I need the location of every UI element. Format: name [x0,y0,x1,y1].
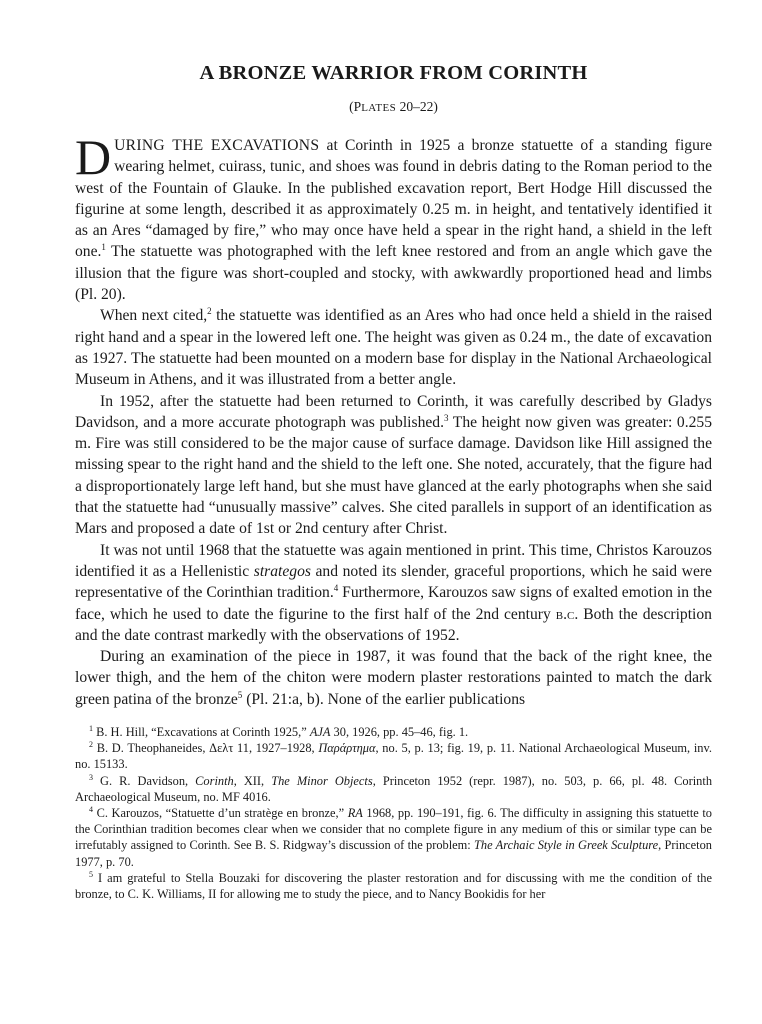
paragraph-text: The height now given was greater: 0.255 m. Fire was still considered to be the major cause of surface damage. Davidson like Hill assigned the missing spear to the right hand and the shield to the left one. She noted, accurately, that the figure had a disproportionately large left hand, but she must have glanced at the early photographs when she said that the statuette had “unusually massive” calves. She cited parallels in support of an identification as Mars and proposed a date of 1st or 2nd century after Christ. [75,413,712,538]
footnote-1 [75,724,712,740]
book-title: Corinth [195,773,234,788]
paragraph-1 [75,129,712,305]
footnote-ref-5[interactable]: 5 [237,689,243,700]
paragraph-text: The statuette was photographed with the left knee restored and from an angle which gave the illusion that the figure was short-coupled and stocky, with awkwardly proportioned head and limbs (Pl. 20). [75,243,712,304]
paragraph-5 [75,646,712,710]
paragraph-text: at Corinth in 1925 a bronze statuette of a standing figure wearing helmet, cuirass, tunic, and shoes was found in debris dating to the Roman period to the west of the Fountain of Glauke. In the published excavation report, Bert Hodge Hill discussed the figurine at some length, described it as approximately 0.25 m. in height, and tentatively identified it as an Ares “damaged by fire,” who may once have held a spear in the right hand, a shield in the left one. [75,137,712,261]
greek-supplement: Παράρτημα [318,741,376,756]
paragraph-2 [75,305,712,390]
article-body [75,129,712,710]
footnote-5 [75,870,712,902]
italic-term: strategos [253,562,311,580]
plates-rest: 20–22) [396,99,438,114]
footnote-ref-2[interactable]: 2 [207,306,212,317]
paragraph-text: Furthermore, Karouzos saw signs of exalted emotion in the face, which he used to date the figurine to the first half of the 2nd century [75,584,712,623]
footnote-4 [75,805,712,870]
footnote-number: 4 [89,805,93,815]
footnote-number: 3 [89,772,93,782]
footnotes [75,724,712,902]
footnote-text: , XII, [233,773,272,788]
paragraph-text: During an examination of the piece in 1987, it was found that the back of the right knee, the lower thigh, and the hem of the chiton were modern plaster restorations painted to match the dark green patina of the bronze [75,648,712,708]
era-abbreviation: b.c. [555,605,579,623]
article-page [75,60,712,902]
footnote-3 [75,773,712,805]
drop-cap: D [75,129,112,185]
journal-title: AJA [309,725,331,740]
footnote-text: C. Karouzos, “Statuette d’un stratège en bronze,” [93,806,348,821]
footnote-number: 5 [89,869,93,879]
footnote-text: , Princeton 1977, p. 70. [75,838,712,869]
article-title: A BRONZE WARRIOR FROM CORINTH [199,62,588,84]
paragraph-text: Both the description and the date contrast markedly with the observations of 1952. [75,605,712,644]
footnote-ref-3[interactable]: 3 [444,412,449,423]
greek-journal: Δελτ [209,741,234,756]
footnote-text: B. H. Hill, “Excavations at Corinth 1925,” [93,725,310,740]
footnote-ref-4[interactable]: 4 [333,583,339,594]
paragraph-text: and noted its slender, graceful proportions, which he said were representative of the Corinthian tradition. [75,562,712,602]
footnote-ref-1[interactable]: 1 [101,242,106,253]
paragraph-3 [75,391,712,540]
plates-reference [75,98,712,117]
journal-title: RA [347,806,363,821]
paragraph-text: It was not until 1968 that the statuette was again mentioned in print. This time, Christos Karouzos identified it as a Hellenistic [75,541,712,580]
paragraph-text: (Pl. 21:a, b). None of the earlier publications [242,690,526,708]
lead-in-caps: URING THE EXCAVATIONS [114,137,320,154]
plates-small-caps: LATES [361,102,397,114]
footnote-number: 2 [89,740,93,750]
footnote-text: 30, 1926, pp. 45–46, fig. 1. [330,725,469,740]
paragraph-4 [75,540,712,646]
plates-open: (P [349,99,362,114]
footnote-text: G. R. Davidson, [93,773,196,788]
footnote-number: 1 [89,724,93,734]
footnote-text: , Princeton 1952 (repr. 1987), no. 503, p. 66, pl. 48. Corinth Archaeological Museum, no. MF 4016. [75,773,713,804]
paragraph-text: In 1952, after the statuette had been returned to Corinth, it was carefully described by Gladys Davidson, and a more accurate photograph was published. [75,392,712,431]
footnote-text: B. D. Theophaneides, [93,741,210,756]
book-subtitle: The Minor Objects [271,773,373,788]
footnote-2 [75,740,712,772]
footnote-text: I am grateful to Stella Bouzaki for discovering the plaster restoration and for discussing with me the condition of the bronze, to C. K. Williams, II for allowing me to study the piece, and to Nancy Bookidis for her [75,870,712,902]
footnote-text: 1968, pp. 190–191, fig. 6. The difficulty in assigning this statuette to the Corinthian tradition becomes clear when we consider that no complete figure in any medium of this or similar type can be irrefutably assigned to Corinth. See B. S. Ridgway’s discussion of the problem: [75,806,713,853]
paragraph-text: the statuette was identified as an Ares who had once held a shield in the raised right hand and a spear in the lowered left one. The height was given as 0.24 m., the date of excavation as 1927. The statuette had been mounted on a modern base for display in the National Archaeological Museum in Athens, and it was illustrated from a better angle. [75,307,712,389]
book-title: The Archaic Style in Greek Sculpture [474,838,659,853]
paragraph-text: When next cited, [100,307,208,325]
footnote-text: , no. 5, p. 13; fig. 19, p. 11. National Archaeological Museum, inv. no. 15133. [75,741,712,772]
footnote-text: 11, 1927–1928, [233,741,319,756]
